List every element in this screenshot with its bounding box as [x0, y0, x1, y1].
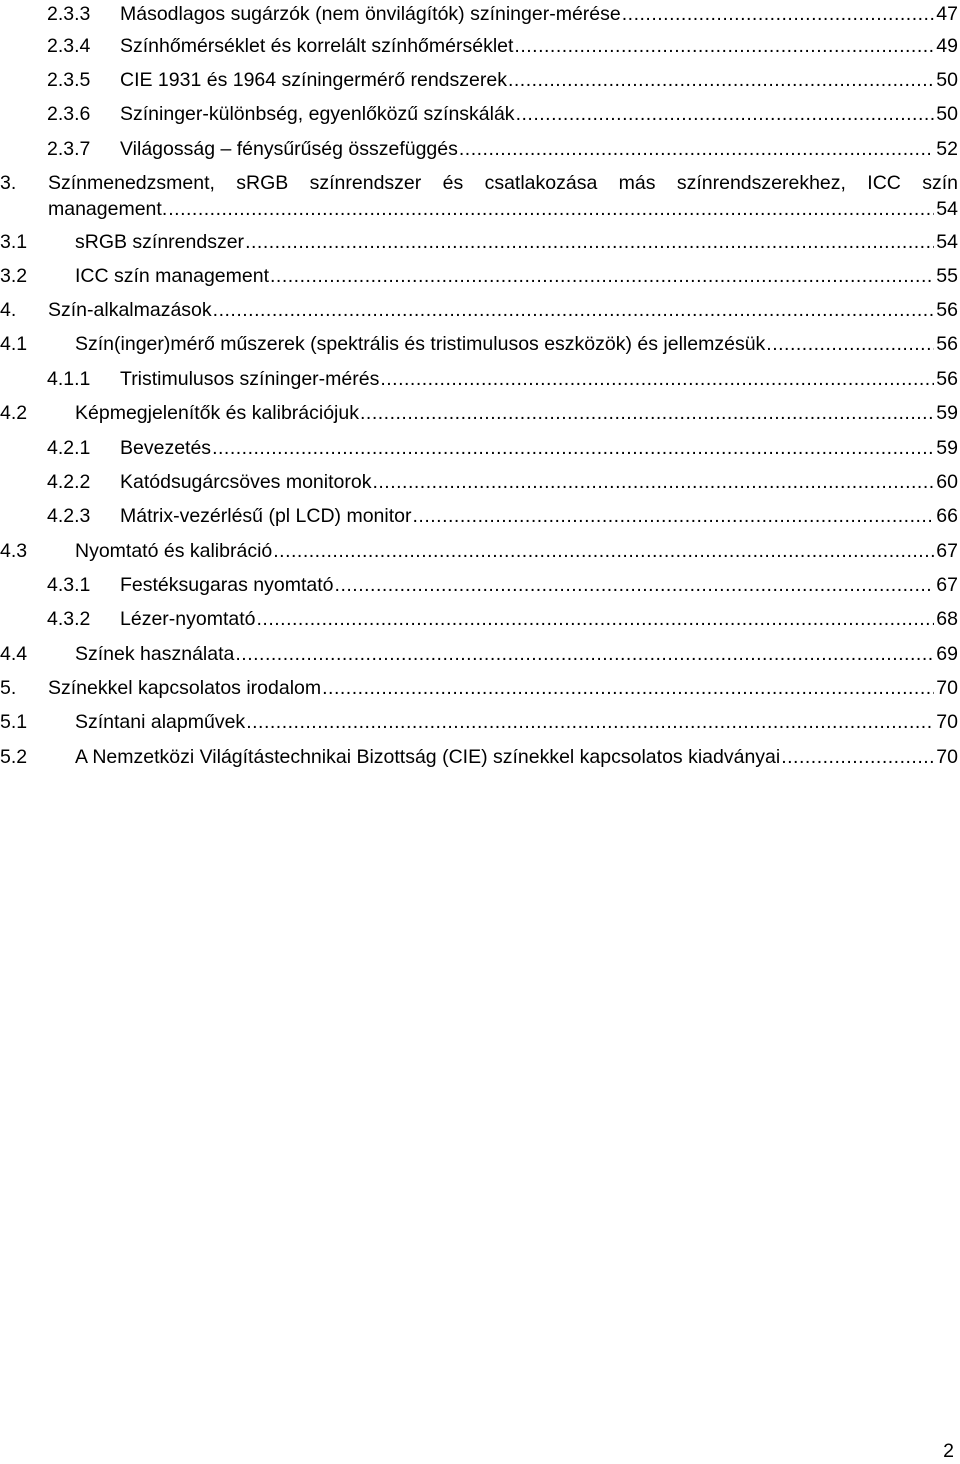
toc-entry-number: 2.3.5: [47, 69, 91, 91]
toc-entry[interactable]: [0, 469, 958, 495]
toc-entry[interactable]: [0, 331, 958, 357]
toc-entry-number: 2.3.6: [47, 103, 91, 125]
toc-entry-number: 2.3.7: [47, 138, 91, 160]
toc-entry[interactable]: [0, 744, 958, 770]
toc-entry-page: 70: [936, 677, 958, 699]
toc-entry-title: ICC szín management: [75, 265, 270, 287]
toc-entry-number: 5.1: [0, 711, 28, 733]
toc-entry-page: 60: [936, 471, 958, 493]
toc-entry-title: Világosság – fénysűrűség összefüggés: [120, 138, 458, 160]
toc-entry-number: 4.2.3: [47, 505, 91, 527]
toc-entry-title: Szín(inger)mérő műszerek (spektrális és tristimulusos eszközök) és jellemzésük: [75, 333, 766, 355]
toc-entry-number: 4.3.2: [47, 608, 91, 630]
toc-entry[interactable]: [0, 675, 958, 701]
toc-entry[interactable]: [0, 297, 958, 323]
toc-entry-page: 56: [936, 299, 958, 321]
toc-entry[interactable]: [0, 101, 958, 127]
dot-leader: [322, 675, 934, 701]
toc-entry[interactable]: [0, 641, 958, 667]
dot-leader: [235, 641, 934, 667]
toc-entry-title: Katódsugárcsöves monitorok: [120, 471, 372, 493]
toc-entry-page: 68: [936, 608, 958, 630]
dot-leader: [459, 136, 934, 162]
toc-entry-title: Színek használata: [75, 643, 235, 665]
toc-entry-number: 3.1: [0, 231, 28, 253]
toc-entry-title: Szín-alkalmazások: [48, 299, 212, 321]
toc-entry-title: CIE 1931 és 1964 színingermérő rendszerek: [120, 69, 507, 91]
toc-entry[interactable]: [0, 572, 958, 598]
toc-entry-page: 70: [936, 746, 958, 768]
toc-entry-title: Bevezetés: [120, 437, 212, 459]
toc-entry-page: 56: [936, 333, 958, 355]
dot-leader: [335, 572, 935, 598]
dot-leader: [508, 67, 934, 93]
toc-entry[interactable]: [0, 1, 958, 27]
dot-leader: [212, 435, 934, 461]
toc-entry-page: 70: [936, 711, 958, 733]
toc-entry[interactable]: [0, 435, 958, 461]
toc-entry-title: Színekkel kapcsolatos irodalom: [48, 677, 322, 699]
dot-leader: [246, 709, 934, 735]
dot-leader: [380, 366, 934, 392]
toc-entry-title: Színhőmérséklet és korrelált színhőmérséklet: [120, 35, 514, 57]
dot-leader: [270, 263, 934, 289]
dot-leader: [412, 503, 934, 529]
toc-entry-title: Mátrix-vezérlésű (pl LCD) monitor: [120, 505, 412, 527]
toc-entry-number: 5.: [0, 677, 17, 699]
toc-entry-number: 4.: [0, 299, 17, 321]
toc-entry-page: 54: [936, 231, 958, 253]
toc-entry-number: 5.2: [0, 746, 28, 768]
dot-leader: [256, 606, 934, 632]
toc-entry-page: 66: [936, 505, 958, 527]
dot-leader: [766, 331, 934, 357]
toc-entry[interactable]: [0, 606, 958, 632]
toc-entry-page: 52: [936, 138, 958, 160]
toc-entry-title: Másodlagos sugárzók (nem önvilágítók) színinger-mérése: [120, 3, 621, 25]
toc-entry-page: 50: [936, 103, 958, 125]
dot-leader: [622, 1, 935, 27]
dot-leader: [516, 101, 935, 127]
toc-entry-page: 67: [936, 540, 958, 562]
toc-entry-page: 59: [936, 402, 958, 424]
dot-leader: [360, 400, 934, 426]
toc-entry-page: 47: [936, 3, 958, 25]
toc-entry[interactable]: [0, 366, 958, 392]
toc-entry[interactable]: [0, 33, 958, 59]
toc-entry-number: 4.2: [0, 402, 28, 424]
toc-entry[interactable]: [0, 67, 958, 93]
dot-leader: [781, 744, 934, 770]
toc-entry-page: 54: [936, 198, 958, 220]
toc-entry-page: 67: [936, 574, 958, 596]
toc-entry-title: Képmegjelenítők és kalibrációjuk: [75, 402, 359, 424]
toc-entry-title: Festéksugaras nyomtató: [120, 574, 334, 596]
toc-entry[interactable]: [0, 229, 958, 255]
toc-entry-number: 3.: [0, 172, 17, 194]
page-number: 2: [943, 1440, 954, 1462]
toc-entry-number: 4.3: [0, 540, 28, 562]
toc-entry-page: 59: [936, 437, 958, 459]
toc-entry-title: sRGB színrendszer: [75, 231, 245, 253]
toc-entry-title-line2: management.: [48, 198, 168, 220]
toc-entry[interactable]: [0, 503, 958, 529]
dot-leader: [245, 229, 934, 255]
toc-entry-number: 4.3.1: [47, 574, 91, 596]
toc-entry-page: 50: [936, 69, 958, 91]
toc-entry-title: Színtani alapművek: [75, 711, 246, 733]
toc-entry-page: 69: [936, 643, 958, 665]
dot-leader: [213, 297, 935, 323]
toc-entry[interactable]: [0, 263, 958, 289]
toc-entry-number: 3.2: [0, 265, 28, 287]
toc-entry[interactable]: [0, 136, 958, 162]
dot-leader: [514, 33, 934, 59]
toc-entry[interactable]: [0, 400, 958, 426]
toc-entry-wrapped-first-line[interactable]: [0, 170, 958, 196]
toc-entry-number: 4.4: [0, 643, 28, 665]
toc-entry[interactable]: [0, 709, 958, 735]
toc-entry-title: Nyomtató és kalibráció: [75, 540, 273, 562]
toc-entry-wrapped-second-line[interactable]: [0, 196, 958, 222]
toc-entry-number: 2.3.4: [47, 35, 91, 57]
toc-entry-number: 2.3.3: [47, 3, 91, 25]
dot-leader: [273, 538, 934, 564]
dot-leader: [168, 196, 934, 222]
toc-entry-page: 55: [936, 265, 958, 287]
toc-entry-title: Tristimulusos színinger-mérés: [120, 368, 380, 390]
toc-entry-title: Színinger-különbség, egyenlőközű színskálák: [120, 103, 515, 125]
toc-entry-number: 4.2.2: [47, 471, 91, 493]
toc-entry-page: 49: [936, 35, 958, 57]
toc-entry-title: A Nemzetközi Világítástechnikai Bizottság (CIE) színekkel kapcsolatos kiadványai: [75, 746, 781, 768]
toc-entry-number: 4.1.1: [47, 368, 91, 390]
toc-entry-page: 56: [936, 368, 958, 390]
toc-entry-number: 4.1: [0, 333, 28, 355]
toc-entry-number: 4.2.1: [47, 437, 91, 459]
toc-entry-title-line1: Színmenedzsment, sRGB színrendszer és csatlakozása más színrendszerekhez, ICC szín: [48, 172, 958, 194]
toc-entry[interactable]: [0, 538, 958, 564]
toc-entry-title: Lézer-nyomtató: [120, 608, 256, 630]
dot-leader: [372, 469, 934, 495]
